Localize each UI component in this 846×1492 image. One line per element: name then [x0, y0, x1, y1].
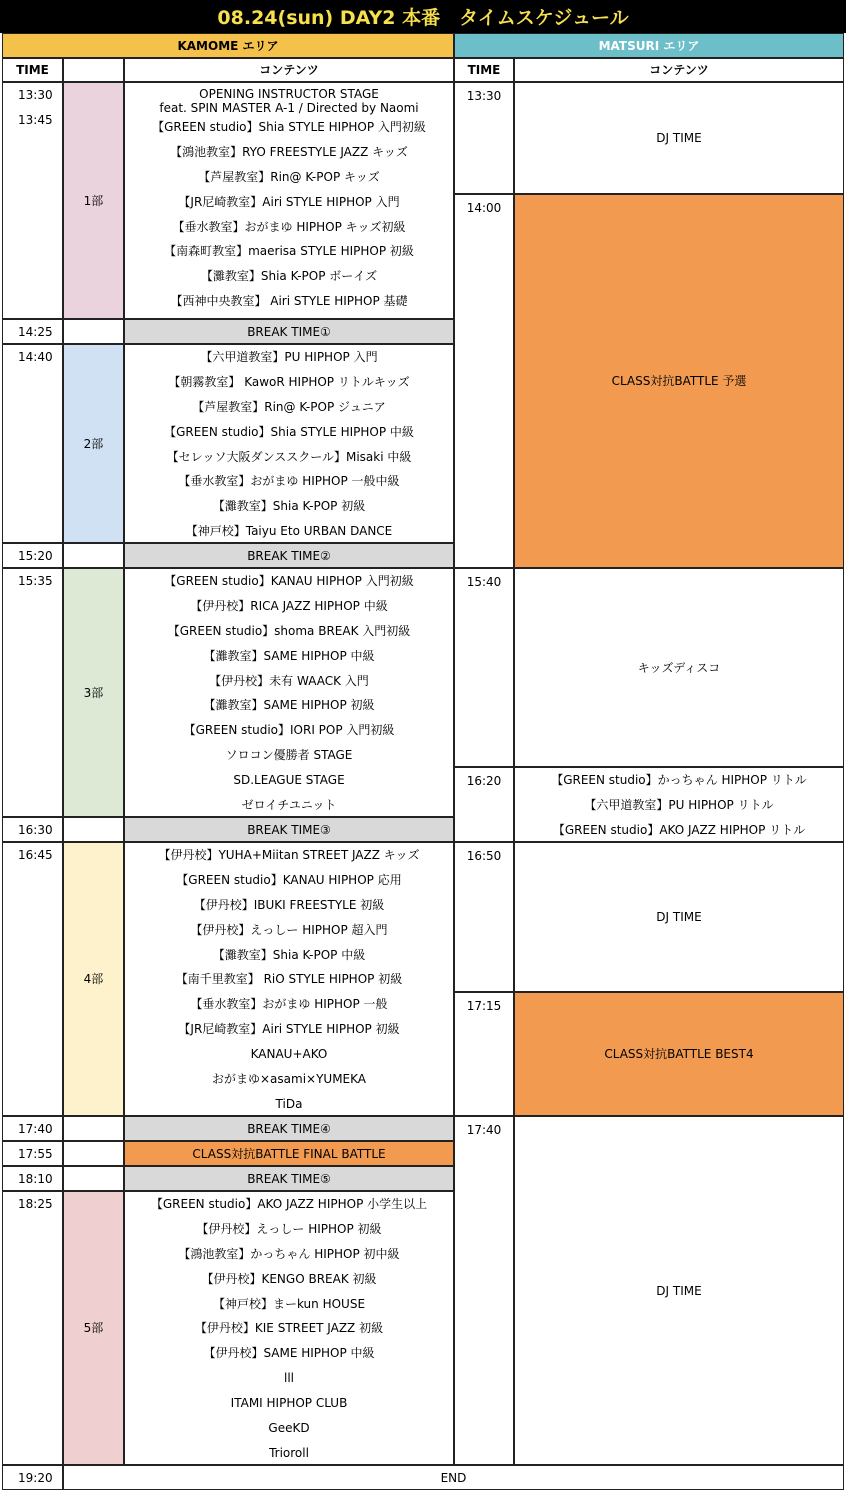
list-item: lll — [283, 1371, 294, 1386]
list-item: 【伊丹校】KENGO BREAK 初級 — [201, 1271, 377, 1286]
list-item: おがまゆ×asami×YUMEKA — [211, 1072, 366, 1087]
part5-contents — [124, 1191, 454, 1465]
matsuri-time: 16:20 — [454, 767, 514, 842]
list-item: 【鴻池教室】RYO FREESTYLE JAZZ キッズ — [170, 144, 408, 159]
part3-contents — [124, 568, 454, 817]
matsuri-dj-time: DJ TIME — [514, 1116, 844, 1465]
matsuri-time: 15:40 — [454, 568, 514, 767]
list-item: 【GREEN studio】KANAU HIPHOP 入門初級 — [164, 574, 414, 588]
opening-line-1: OPENING INSTRUCTOR STAGE — [199, 87, 379, 101]
time-label: 15:35 — [18, 574, 53, 588]
list-item: 【伊丹校】YUHA+Miitan STREET JAZZ キッズ — [158, 848, 420, 862]
part2-contents — [124, 344, 454, 543]
opening-line-2: feat. SPIN MASTER A-1 / Directed by Naomi — [159, 101, 419, 115]
list-item: 【芦屋教室】Rin@ K-POP ジュニア — [192, 399, 386, 414]
list-item: 【GREEN studio】AKO JAZZ HIPHOP 小学生以上 — [150, 1197, 428, 1211]
matsuri-time: 13:30 — [454, 82, 514, 194]
part1-contents — [124, 82, 454, 319]
end-label: END — [63, 1465, 844, 1490]
list-item: 【セレッソ大阪ダンススクール】Misaki 中級 — [166, 449, 412, 464]
list-item: 【六甲道教室】PU HIPHOP 入門 — [200, 350, 378, 364]
matsuri-dj-time: DJ TIME — [514, 82, 844, 194]
part2-time-cell — [2, 344, 63, 543]
break3-time: 16:30 — [2, 817, 63, 842]
list-item: 【南千里教室】 RiO STYLE HIPHOP 初級 — [175, 972, 403, 987]
part4-label: 4部 — [63, 842, 124, 1116]
matsuri-contents-header: コンテンツ — [514, 58, 844, 82]
kamome-contents-header: コンテンツ — [124, 58, 454, 82]
time-label: 13:30 — [18, 88, 53, 102]
matsuri-time: 16:50 — [454, 842, 514, 992]
break1-part — [63, 319, 124, 344]
list-item: 【六甲道教室】PU HIPHOP リトル — [584, 797, 774, 812]
matsuri-battle-qualifier: CLASS対抗BATTLE 予選 — [514, 194, 844, 568]
page-title: 08.24(sun) DAY2 本番 タイムスケジュール — [0, 0, 846, 33]
list-item: 【朝霧教室】 KawoR HIPHOP リトルキッズ — [168, 374, 410, 389]
break4-time: 17:40 — [2, 1116, 63, 1141]
time-label: 13:45 — [18, 113, 53, 127]
part1-time-cell — [2, 82, 63, 319]
part4-contents — [124, 842, 454, 1116]
break4-part — [63, 1116, 124, 1141]
list-item: 【GREEN studio】Shia STYLE HIPHOP 入門初級 — [152, 120, 426, 134]
final-part — [63, 1141, 124, 1166]
list-item: 【伊丹校】IBUKI FREESTYLE 初級 — [193, 897, 385, 912]
list-item: GeeKD — [268, 1421, 310, 1436]
break3-label: BREAK TIME③ — [124, 817, 454, 842]
list-item: ITAMI HIPHOP CLUB — [230, 1396, 348, 1411]
part1-list — [125, 115, 453, 314]
final-time: 17:55 — [2, 1141, 63, 1166]
list-item: Trioroll — [269, 1445, 309, 1460]
part5-time-cell — [2, 1191, 63, 1465]
part5-label: 5部 — [63, 1191, 124, 1465]
time-label: 18:25 — [18, 1197, 53, 1211]
list-item: 【伊丹校】えっしー HIPHOP 初級 — [196, 1221, 382, 1236]
list-item: 【神戸校】まーkun HOUSE — [212, 1296, 366, 1311]
list-item: 【JR尼崎教室】Airi STYLE HIPHOP 入門 — [178, 194, 400, 209]
list-item: 【伊丹校】えっしー HIPHOP 超入門 — [190, 922, 388, 937]
list-item: 【伊丹校】KIE STREET JAZZ 初級 — [194, 1321, 384, 1336]
list-item: 【垂水教室】おがまゆ HIPHOP キッズ初級 — [172, 219, 406, 234]
break2-part — [63, 543, 124, 568]
matsuri-time: 14:00 — [454, 194, 514, 568]
list-item: 【灘教室】Shia K-POP 初級 — [212, 499, 366, 514]
list-item: 【灘教室】SAME HIPHOP 中級 — [203, 648, 375, 663]
list-item: 【灘教室】Shia K-POP 中級 — [212, 947, 366, 962]
time-label: 16:45 — [18, 848, 53, 862]
list-item: SD.LEAGUE STAGE — [233, 773, 345, 788]
break1-label: BREAK TIME① — [124, 319, 454, 344]
part1-label: 1部 — [63, 82, 124, 319]
list-item: 【垂水教室】おがまゆ HIPHOP 一般中級 — [178, 474, 400, 489]
final-battle-label: CLASS対抗BATTLE FINAL BATTLE — [124, 1141, 454, 1166]
list-item: 【垂水教室】おがまゆ HIPHOP 一般 — [190, 997, 388, 1012]
time-label: 14:40 — [18, 350, 53, 364]
list-item: 【GREEN studio】かっちゃん HIPHOP リトル — [551, 773, 807, 787]
list-item: 【GREEN studio】IORI POP 入門初級 — [183, 723, 395, 738]
break4-label: BREAK TIME④ — [124, 1116, 454, 1141]
matsuri-time-header: TIME — [454, 58, 514, 82]
list-item: TiDa — [275, 1096, 303, 1111]
list-item: 【伊丹校】未有 WAACK 入門 — [209, 673, 369, 688]
part3-time-cell — [2, 568, 63, 817]
list-item: 【GREEN studio】AKO JAZZ HIPHOP リトル — [552, 822, 806, 837]
list-item: 【灘教室】Shia K-POP ボーイズ — [200, 269, 378, 284]
matsuri-time: 17:40 — [454, 1116, 514, 1465]
kamome-area-header: KAMOME エリア — [2, 33, 454, 58]
part2-label: 2部 — [63, 344, 124, 543]
list-item: 【神戸校】Taiyu Eto URBAN DANCE — [185, 524, 393, 539]
list-item: 【伊丹校】SAME HIPHOP 中級 — [203, 1346, 375, 1361]
kamome-part-header — [63, 58, 124, 82]
list-item: 【伊丹校】RICA JAZZ HIPHOP 中級 — [190, 598, 388, 613]
list-item: KANAU+AKO — [250, 1047, 328, 1062]
list-item: 【GREEN studio】shoma BREAK 入門初級 — [167, 623, 411, 638]
list-item: 【芦屋教室】Rin@ K-POP キッズ — [198, 169, 380, 184]
break5-label: BREAK TIME⑤ — [124, 1166, 454, 1191]
matsuri-little-classes — [514, 767, 844, 842]
list-item: 【鴻池教室】かっちゃん HIPHOP 初中級 — [178, 1246, 400, 1261]
matsuri-time: 17:15 — [454, 992, 514, 1116]
end-time: 19:20 — [2, 1465, 63, 1490]
list-item: 【南森町教室】maerisa STYLE HIPHOP 初級 — [164, 244, 414, 259]
break3-part — [63, 817, 124, 842]
list-item: 【西神中央教室】 Airi STYLE HIPHOP 基礎 — [170, 294, 408, 309]
list-item: 【JR尼崎教室】Airi STYLE HIPHOP 初級 — [178, 1022, 400, 1037]
part3-label: 3部 — [63, 568, 124, 817]
matsuri-battle-best4: CLASS対抗BATTLE BEST4 — [514, 992, 844, 1116]
list-item: ソロコン優勝者 STAGE — [225, 748, 353, 763]
list-item: 【GREEN studio】KANAU HIPHOP 応用 — [176, 872, 402, 887]
break5-time: 18:10 — [2, 1166, 63, 1191]
list-item: ゼロイチユニット — [241, 798, 337, 813]
break5-part — [63, 1166, 124, 1191]
matsuri-kids-disco: キッズディスコ — [514, 568, 844, 767]
part4-time-cell — [2, 842, 63, 1116]
break2-time: 15:20 — [2, 543, 63, 568]
matsuri-dj-time: DJ TIME — [514, 842, 844, 992]
matsuri-area-header: MATSURI エリア — [454, 33, 844, 58]
break1-time: 14:25 — [2, 319, 63, 344]
list-item: 【GREEN studio】Shia STYLE HIPHOP 中級 — [164, 424, 414, 439]
kamome-time-header: TIME — [2, 58, 63, 82]
list-item: 【灘教室】SAME HIPHOP 初級 — [203, 698, 375, 713]
break2-label: BREAK TIME② — [124, 543, 454, 568]
